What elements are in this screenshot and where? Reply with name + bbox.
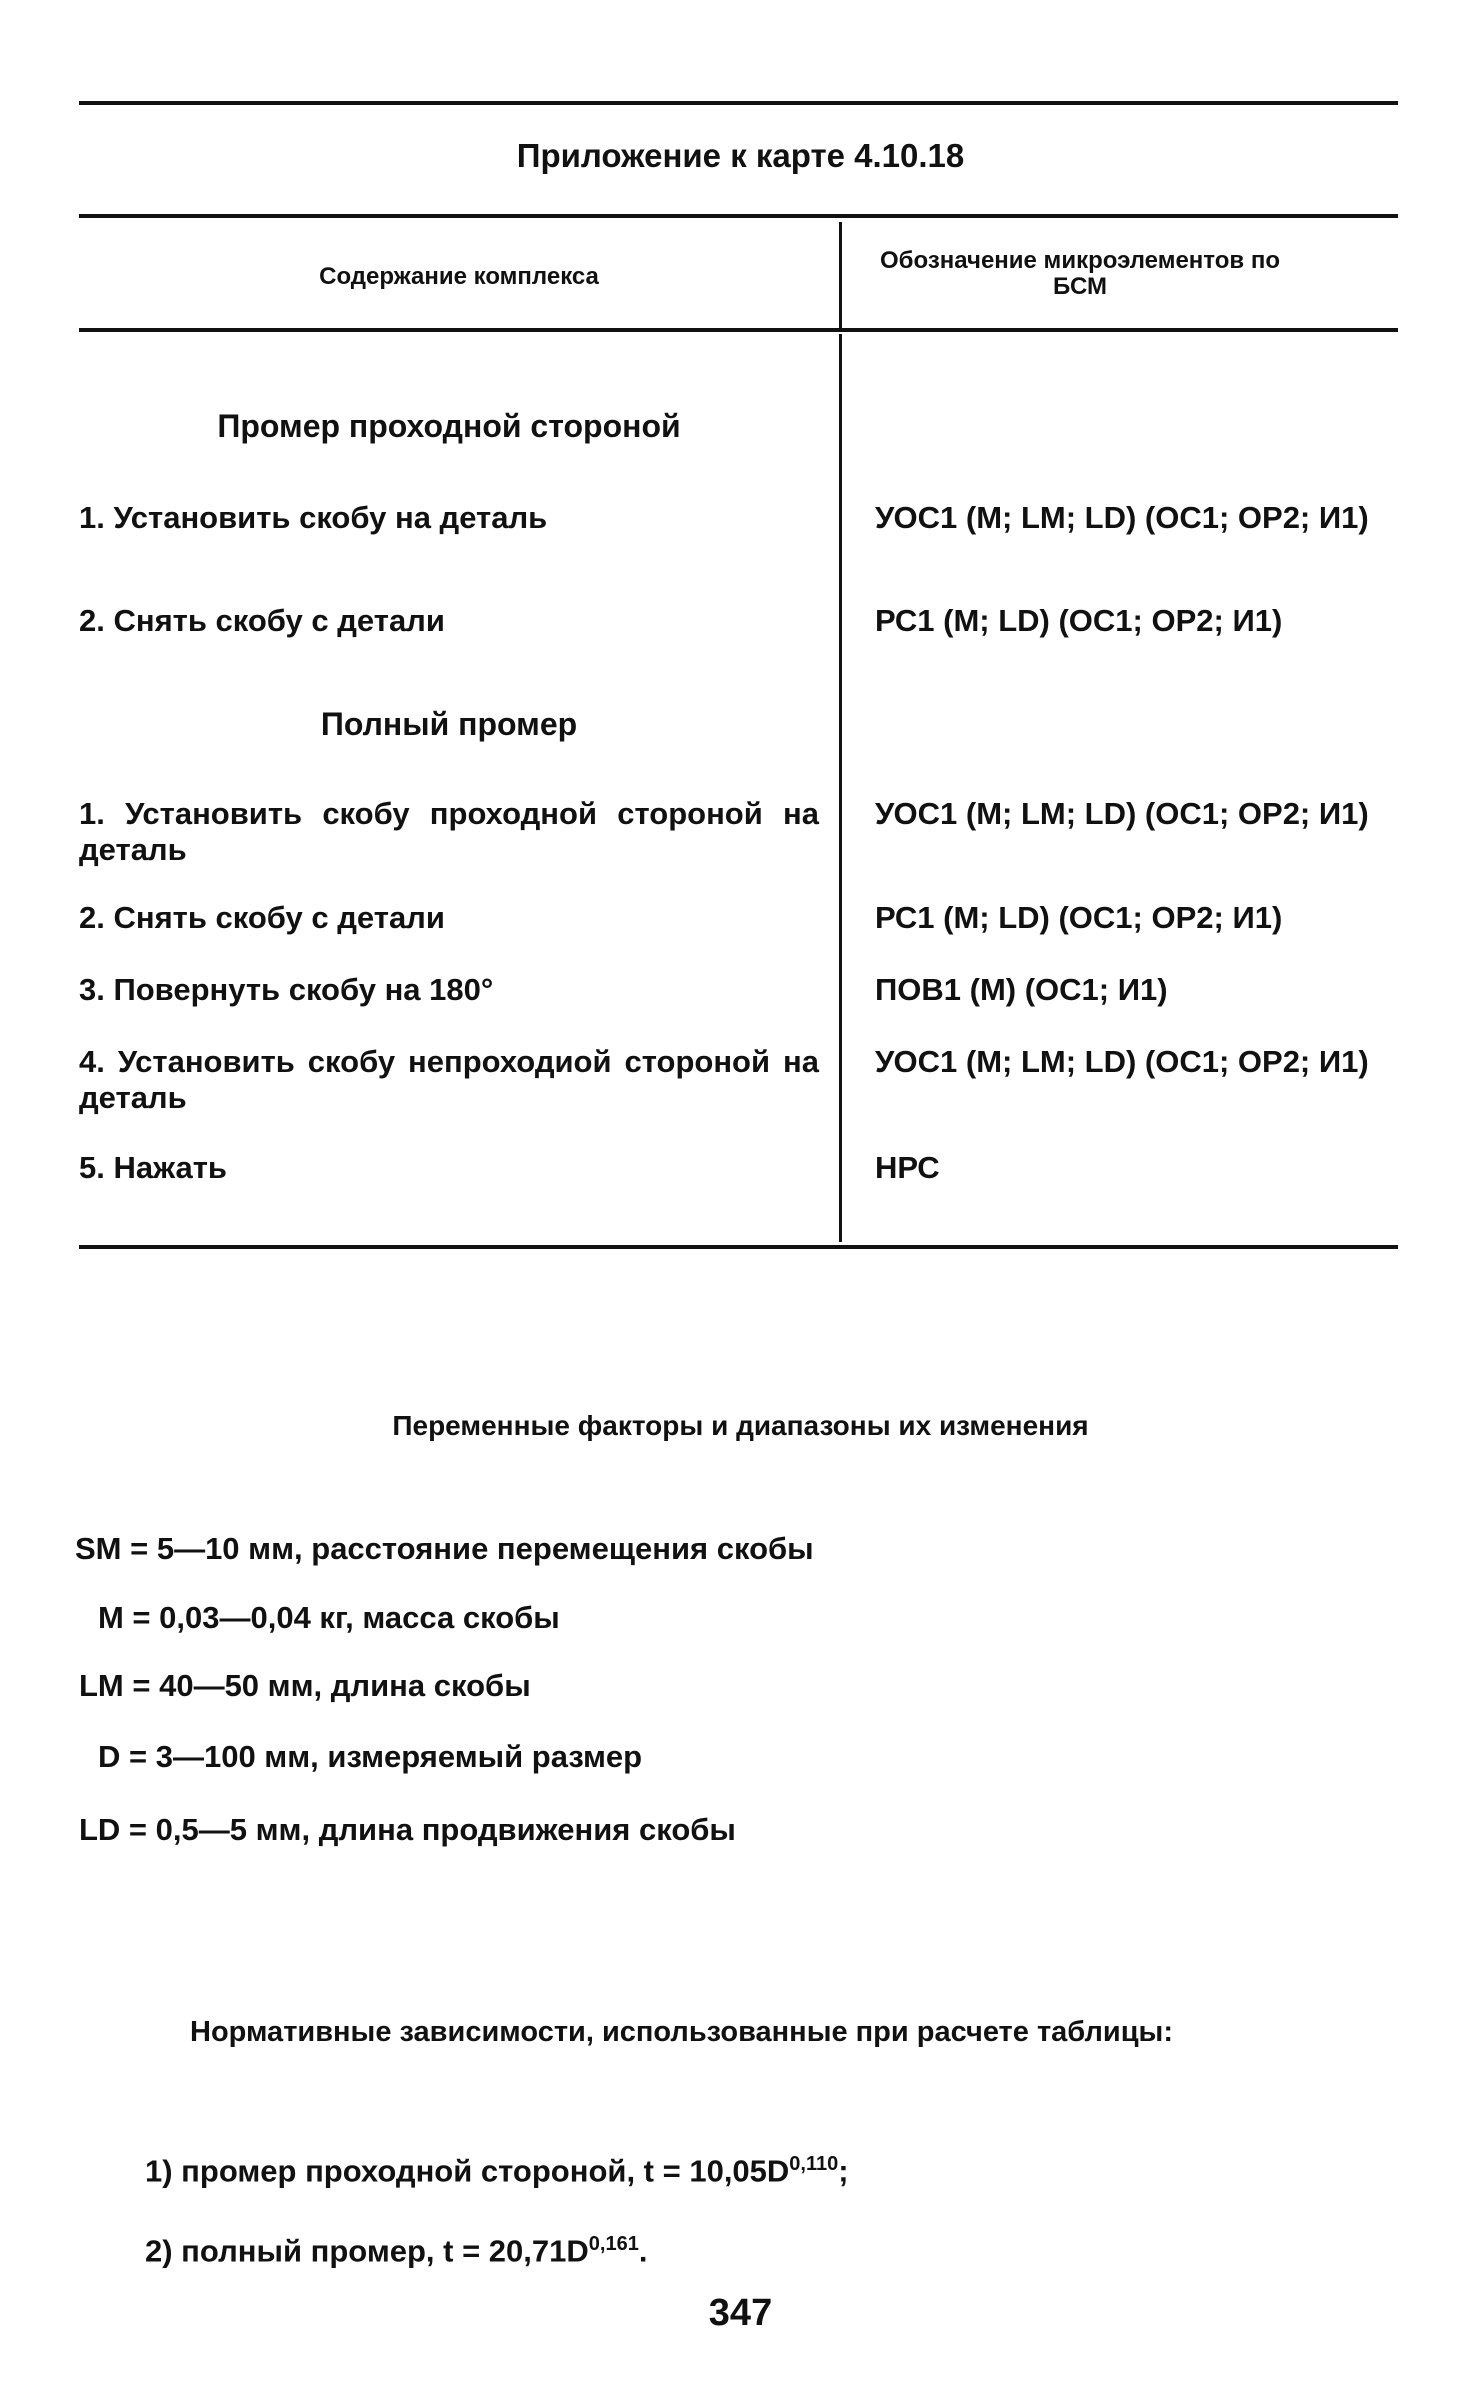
row-code: УОС1 (М; LM; LD) (ОС1; ОР2; И1) [875,1044,1369,1079]
header-rule-top [79,214,1398,218]
page-title: Приложение к карте 4.10.18 [516,137,965,174]
body-column-divider [839,334,842,1242]
header-column-divider [839,222,842,328]
header-rule-bottom [79,328,1398,332]
variable-item: M = 0,03—0,04 кг, масса скобы [98,1600,560,1635]
column-header-code: Обозначение микроэлементов по БСМ [880,247,1280,300]
section-heading: Полный промер [320,706,578,742]
row-code: УОС1 (М; LM; LD) (ОС1; ОР2; И1) [875,500,1369,535]
variable-item: D = 3—100 мм, измеряемый размер [98,1739,643,1774]
row-content: 5. Нажать [79,1150,227,1185]
formula-item [145,2226,647,2269]
row-code: ПОВ1 (М) (ОС1; И1) [875,972,1168,1007]
row-content: 4. Установить скобу непроходиой стороной на деталь [79,1044,819,1115]
row-code: РС1 (М; LD) (ОС1; ОР2; И1) [875,900,1283,935]
row-content: 1. Установить скобу проходной стороной на деталь [79,796,819,867]
section-heading: Промер проходной стороной [217,408,681,444]
row-code: НРС [875,1150,940,1185]
row-content: 2. Снять скобу с детали [79,900,445,935]
formula-exponent: 0,161 [588,2233,639,2255]
variable-item: LM = 40—50 мм, длина скобы [79,1668,531,1703]
row-content: 1. Установить скобу на деталь [79,500,548,535]
formulas-heading: Нормативные зависимости, использованные при расчете таблицы: [190,2016,1173,2048]
row-code: УОС1 (М; LM; LD) (ОС1; ОР2; И1) [875,796,1369,831]
row-content: 2. Снять скобу с детали [79,603,445,638]
formula-item [145,2146,849,2189]
formula-end: . [638,2233,648,2269]
formula-text: 2) полный промер, t = 20,71D [145,2233,589,2269]
top-rule [79,101,1398,105]
formula-exponent: 0,110 [789,2153,839,2175]
column-header-content: Содержание комплекса [319,263,599,290]
variables-heading: Переменные факторы и диапазоны их изменения [392,1410,1089,1441]
variable-item: LD = 0,5—5 мм, длина продвижения скобы [79,1812,736,1847]
page-number: 347 [708,2292,773,2334]
row-code: РС1 (М; LD) (ОС1; ОР2; И1) [875,603,1283,638]
variable-item: SM = 5—10 мм, расстояние перемещения скобы [75,1531,814,1566]
table-bottom-rule [79,1245,1398,1249]
row-content: 3. Повернуть скобу на 180° [79,972,494,1007]
formula-end: ; [838,2153,849,2189]
formula-text: 1) промер проходной стороной, t = 10,05D [145,2153,790,2189]
